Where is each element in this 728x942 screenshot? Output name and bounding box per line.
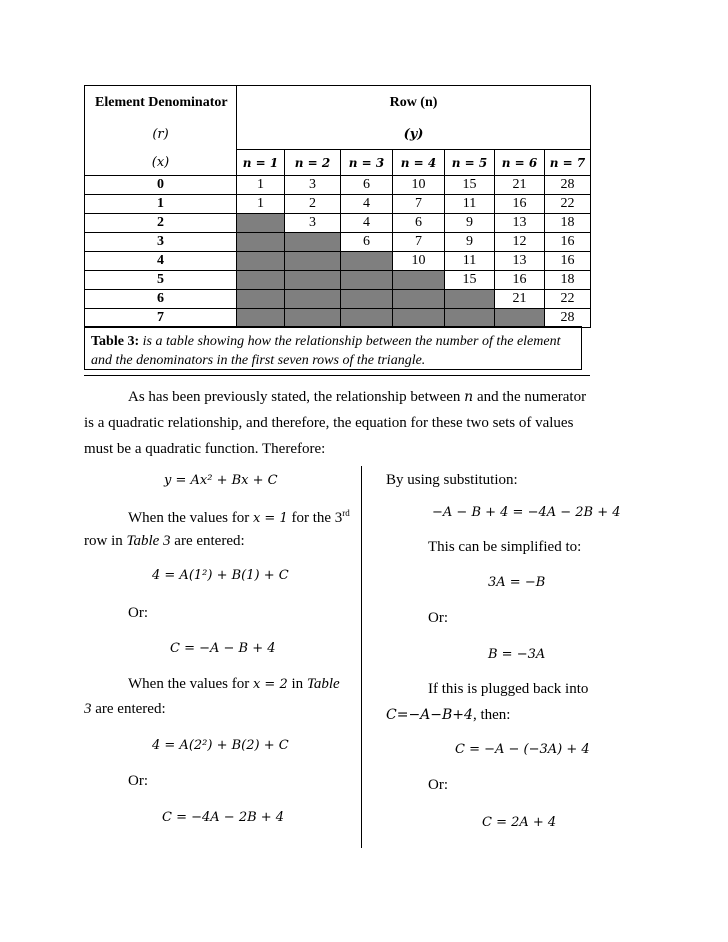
table-cell: 21 <box>495 176 545 195</box>
table-caption <box>84 326 582 370</box>
column-header: n = 6 <box>495 150 545 176</box>
shaded-cell <box>285 233 341 252</box>
header-row-n: Row (n) <box>237 86 591 120</box>
table-cell: 7 <box>393 195 445 214</box>
shaded-cell <box>341 252 393 271</box>
table-cell: 22 <box>545 195 591 214</box>
shaded-cell <box>495 309 545 328</box>
table-cell: 4 <box>341 214 393 233</box>
header-element-denominator: Element Denominator <box>85 86 237 120</box>
text-x2-intro: When the values for x = 2 in Table <box>128 676 340 692</box>
shaded-cell <box>285 252 341 271</box>
table-row <box>85 309 591 328</box>
table-cell: 21 <box>495 290 545 309</box>
table-cell: 15 <box>445 271 495 290</box>
table-cell: 13 <box>495 252 545 271</box>
data-table <box>84 85 591 328</box>
column-header: n = 7 <box>545 150 591 176</box>
text-substitution: By using substitution: <box>386 472 518 488</box>
table-cell: 10 <box>393 252 445 271</box>
table-row <box>85 214 591 233</box>
text-or-3: Or: <box>428 610 448 626</box>
row-label-x: 2 <box>85 214 237 233</box>
table-cell: 28 <box>545 309 591 328</box>
text-x1-intro-cont: row in Table 3 are entered: <box>84 533 245 549</box>
text-or-4: Or: <box>428 777 448 793</box>
shaded-cell <box>285 309 341 328</box>
paragraph-text-2: and the numerator is a quadratic relationship, and therefore, the equation for these two sets of values must be a quadratic function. Therefore: <box>84 389 587 457</box>
row-label-x: 7 <box>85 309 237 328</box>
table-cell: 11 <box>445 252 495 271</box>
equation-3a: 3A = −B <box>488 575 546 590</box>
table-row <box>85 290 591 309</box>
row-label-x: 0 <box>85 176 237 195</box>
shaded-cell <box>237 252 285 271</box>
table-row <box>85 252 591 271</box>
text-x1-intro: When the values for x = 1 for the 3rd <box>128 508 350 526</box>
shaded-cell <box>237 233 285 252</box>
table-cell: 6 <box>341 233 393 252</box>
text-simplified: This can be simplified to: <box>428 539 582 555</box>
shaded-cell <box>341 309 393 328</box>
shaded-cell <box>237 290 285 309</box>
equation-b: B = −3A <box>488 647 546 662</box>
shaded-cell <box>341 290 393 309</box>
shaded-cell <box>341 271 393 290</box>
table-cell: 2 <box>285 195 341 214</box>
header-x: (x) <box>85 150 237 176</box>
table-cell: 16 <box>495 195 545 214</box>
column-header: n = 5 <box>445 150 495 176</box>
shaded-cell <box>445 290 495 309</box>
body-paragraph <box>84 384 592 462</box>
shaded-cell <box>393 309 445 328</box>
table-cell: 1 <box>237 195 285 214</box>
shaded-cell <box>445 309 495 328</box>
equation-general: y = Ax² + Bx + C <box>164 473 278 488</box>
row-label-x: 6 <box>85 290 237 309</box>
equation-substitution: −A − B + 4 = −4A − 2B + 4 <box>432 505 621 520</box>
table-cell: 11 <box>445 195 495 214</box>
text-then: C=−A−B+4, then: <box>386 707 511 723</box>
column-divider <box>361 466 362 848</box>
shaded-cell <box>393 290 445 309</box>
table-cell: 16 <box>545 252 591 271</box>
row-label-x: 3 <box>85 233 237 252</box>
table-row <box>85 271 591 290</box>
table-cell: 3 <box>285 176 341 195</box>
column-header: n = 2 <box>285 150 341 176</box>
equation-c2: C = −4A − 2B + 4 <box>162 810 285 825</box>
row-label-x: 4 <box>85 252 237 271</box>
equation-c4: C = 2A + 4 <box>482 815 557 830</box>
row-label-x: 5 <box>85 271 237 290</box>
table-cell: 16 <box>545 233 591 252</box>
text-plugged-back: If this is plugged back into <box>428 681 589 697</box>
equation-x1: 4 = A(1²) + B(1) + C <box>152 568 289 583</box>
equation-c3: C = −A − (−3A) + 4 <box>455 742 590 757</box>
table-cell: 22 <box>545 290 591 309</box>
header-y: (y) <box>237 120 591 150</box>
text-or-2: Or: <box>128 773 148 789</box>
table-cell: 28 <box>545 176 591 195</box>
table-cell: 6 <box>393 214 445 233</box>
row-label-x: 1 <box>85 195 237 214</box>
table-cell: 1 <box>237 176 285 195</box>
column-header: n = 1 <box>237 150 285 176</box>
table-row <box>85 176 591 195</box>
text-or-1: Or: <box>128 605 148 621</box>
table-cell: 6 <box>341 176 393 195</box>
table-cell: 10 <box>393 176 445 195</box>
table-cell: 13 <box>495 214 545 233</box>
caption-text: is a table showing how the relationship between the number of the element and the denominators in the first seven rows of the triangle. <box>91 334 561 368</box>
equation-x2: 4 = A(2²) + B(2) + C <box>152 738 289 753</box>
column-header: n = 4 <box>393 150 445 176</box>
table-cell: 4 <box>341 195 393 214</box>
shaded-cell <box>285 290 341 309</box>
table-cell: 7 <box>393 233 445 252</box>
text-x2-intro-cont: 3 are entered: <box>84 701 166 717</box>
table-row <box>85 233 591 252</box>
paragraph-text-1: As has been previously stated, the relationship between <box>128 389 465 405</box>
shaded-cell <box>393 271 445 290</box>
caption-divider <box>84 375 590 376</box>
table-cell: 16 <box>495 271 545 290</box>
equation-c1: C = −A − B + 4 <box>170 641 276 656</box>
shaded-cell <box>237 214 285 233</box>
shaded-cell <box>237 271 285 290</box>
table-cell: 9 <box>445 214 495 233</box>
table-cell: 9 <box>445 233 495 252</box>
shaded-cell <box>285 271 341 290</box>
column-header: n = 3 <box>341 150 393 176</box>
table-cell: 15 <box>445 176 495 195</box>
table-body <box>85 176 591 328</box>
header-r: (r) <box>85 120 237 150</box>
paragraph-variable: n <box>464 389 474 405</box>
caption-label: Table 3: <box>91 334 140 349</box>
table-cell: 18 <box>545 271 591 290</box>
table-cell: 3 <box>285 214 341 233</box>
table-cell: 12 <box>495 233 545 252</box>
table-cell: 18 <box>545 214 591 233</box>
table-row <box>85 195 591 214</box>
shaded-cell <box>237 309 285 328</box>
